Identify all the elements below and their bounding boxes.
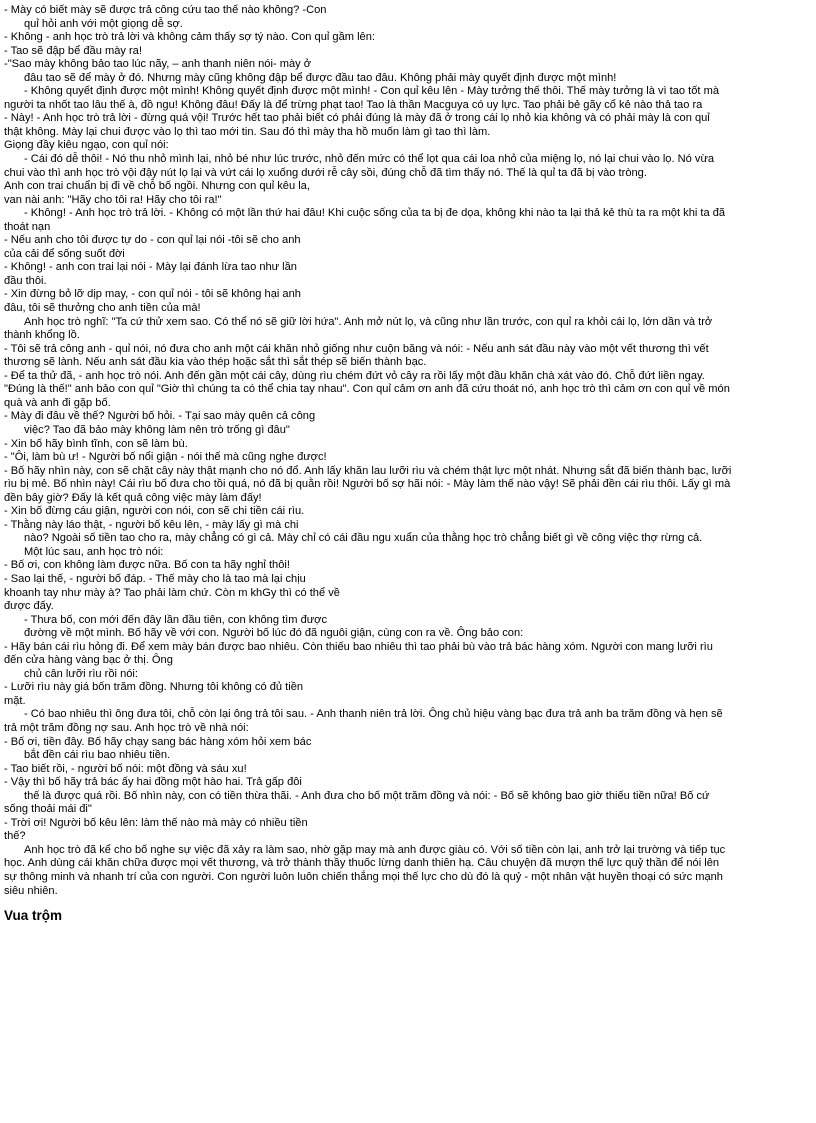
- text-line: chủ cân lưỡi rìu rồi nói:: [24, 667, 138, 680]
- text-line: việc? Tao đã bảo mày không làm nên trò trống gì đâu": [24, 423, 290, 436]
- text-line: rìu bị mẻ. Bố nhìn này! Cái rìu bố đưa cho tồi quá, nó đã bị quằn rồi! Người bố sợ hãi nói: - Mày làm thế nào vậy! Sẽ phải đền cái rìu thôi. Lấy gì mà: [4, 478, 731, 491]
- text-line: nào? Ngoài số tiền tao cho ra, mày chẳng có gì cả. Mày chỉ có cái đầu ngu xuẩn của thằng học trò chẳng biết gì về công việc thợ rừng cả.: [24, 532, 703, 545]
- text-line: - Nếu anh cho tôi được tự do - con quỉ lại nói -tôi sẽ cho anh: [4, 234, 301, 247]
- text-line: thương sẽ lành. Nếu anh sát đầu kia vào thép hoặc sắt thì sắt thép sẽ biến thành bạc.: [4, 356, 427, 369]
- text-line: đâu tao sẽ để mày ở đó. Nhưng mày cũng không đập bể được đầu tao đâu. Không phải mày quyết định được một mình!: [24, 71, 617, 84]
- text-line: mặt.: [4, 694, 26, 707]
- text-line: - Tao biết rồi, - người bố nói: một đồng và sáu xu!: [4, 762, 247, 775]
- text-line: - Không! - anh con trai lại nói - Mày lại đánh lừa tao như lần: [4, 261, 297, 274]
- text-line: - Mày đi đâu về thế? Người bố hỏi. - Tại sao mày quên cả công: [4, 410, 316, 423]
- text-line: - "Ôi, làm bù ư! - Người bố nổi giận - nói thế mà cũng nghe được!: [4, 451, 327, 464]
- section-heading: Vua trộm: [4, 908, 63, 924]
- text-line: - Không! - Anh học trò trả lời. - Không có một lần thứ hai đâu! Khi cuộc sống của ta bị đe dọa, không khi nào ta lại thả kẻ thù ta ra một khi ta đã: [24, 207, 726, 220]
- paragraph-gap: [4, 898, 812, 908]
- text-line: -"Sao mày không bảo tao lúc nãy, – anh thanh niên nói- mày ở: [4, 58, 312, 71]
- text-line: - Sao lại thế, - người bố đáp. - Thế mày cho là tao mà lại chịu: [4, 572, 306, 585]
- text-line: được đấy.: [4, 600, 54, 613]
- text-line: thành khổng lồ.: [4, 329, 80, 342]
- text-line: quà và anh đi gặp bố.: [4, 396, 111, 409]
- text-line: bắt đền cái rìu bao nhiêu tiền.: [24, 749, 171, 762]
- text-line: - Thưa bố, con mới đến đây lần đầu tiên, con không tìm được: [24, 613, 328, 626]
- text-line: - Để ta thử đã, - anh học trò nói. Anh đến gần một cái cây, dùng rìu chém đứt vỏ cây ra rồi lấy một đầu khăn chà xát vào đó. Chỗ đứt liền ngay.: [4, 369, 705, 382]
- text-line: - Mày có biết mày sẽ được trả công cứu tao thế nào không? -Con: [4, 4, 327, 16]
- text-line: - Bố ơi, tiền đây. Bố hãy chạy sang bác hàng xóm hỏi xem bác: [4, 735, 312, 748]
- text-line: đền bây giờ? Đấy là kết quả công việc mày làm đấy!: [4, 491, 262, 504]
- text-line: đường về một mình. Bố hãy về với con. Người bố lúc đó đã nguôi giận, cùng con ra về. Ông bảo con:: [24, 627, 524, 640]
- text-line: - Trời ơi! Người bố kêu lên: làm thế nào mà mày có nhiều tiền: [4, 816, 308, 829]
- text-line: sự thông minh và nhanh trí của con người. Con người luôn luôn chiến thắng mọi thế lực cho dù đó là quỷ - một nhân vật huyền thoại có sức mạnh: [4, 871, 723, 883]
- text-line: Anh học trò nghĩ: "Ta cứ thử xem sao. Có thể nó sẽ giữ lời hứa". Anh mở nút lọ, và cũng như lần trước, con quỉ ra khỏi cái lọ, lớn dần và trở: [24, 315, 713, 328]
- text-line: thật không. Mày lại chui được vào lọ thì tao mới tin. Sau đó thì mày tha hồ muốn làm gì tao thì làm.: [4, 125, 491, 138]
- text-line: "Đúng là thế!" anh bảo con quỉ "Giờ thì chúng ta có thể chia tay nhau". Con quỉ cảm ơn anh đã cứu thoát nó, anh học trò thì cảm ơn con quỉ về món: [4, 383, 730, 396]
- text-line: thế là được quá rồi. Bố nhìn này, con có tiền thừa thãi. - Anh đưa cho bố một trăm đồng và nói: - Bố sẽ không bao giờ thiếu tiền nữa! Bố cứ: [24, 789, 710, 802]
- text-line: thế?: [4, 830, 26, 843]
- text-line: Giọng đầy kiêu ngạo, con quỉ nói:: [4, 139, 169, 152]
- text-line: trả một trăm đồng nợ sau. Anh học trò về nhà nói:: [4, 721, 249, 734]
- text-line: siêu nhiên.: [4, 884, 58, 897]
- text-line: Anh học trò đã kể cho bố nghe sự việc đã xảy ra làm sao, nhờ gặp may mà anh được giàu có. Với số tiền còn lại, anh trở lại trường và tiếp tục: [24, 843, 726, 856]
- text-line: van nài anh: "Hãy cho tôi ra! Hãy cho tôi ra!": [4, 193, 222, 206]
- text-line: - Này! - Anh học trò trả lời - đừng quá vội! Trước hết tao phải biết có phải đúng là mày đã ở trong cái lọ nhỏ kia không và có phải mày là con quỉ: [4, 112, 710, 125]
- text-line: - Tôi sẽ trả công anh - quỉ nói, nó đưa cho anh một cái khăn nhỏ giống như cuộn băng và nói: - Nếu anh sát đầu này vào một vết thương thì vết: [4, 342, 709, 355]
- text-line: sống thoải mái đi": [4, 803, 92, 816]
- text-line: quỉ hỏi anh với một giọng dễ sợ.: [24, 17, 183, 30]
- text-line: - Tao sẽ đập bể đầu mày ra!: [4, 44, 142, 57]
- text-line: thoát nạn: [4, 220, 51, 233]
- text-line: khoanh tay như mày à? Tao phải làm chứ. Còn m khGy thì có thể về: [4, 586, 340, 599]
- text-line: đầu thôi.: [4, 274, 47, 287]
- text-line: đến cửa hàng vàng bạc ở thị. Ông: [4, 654, 173, 667]
- text-line: - Cái đó dễ thôi! - Nó thu nhỏ mình lại, nhỏ bé như lúc trước, nhỏ đến mức có thể lọt qua cái loa nhỏ của miệng lọ, nó lại chui vào lọ. Nó vừa: [24, 153, 715, 166]
- text-line: - Xin đừng bỏ lỡ dịp may, - con quỉ nói - tôi sẽ không hại anh: [4, 288, 301, 301]
- story-text: [4, 4, 812, 898]
- document-page: [4, 4, 812, 924]
- text-line: - Thằng này láo thật, - người bố kêu lên, - mày lấy gì mà chi: [4, 518, 299, 531]
- text-line: - Có bao nhiêu thì ông đưa tôi, chỗ còn lại ông trả tôi sau. - Anh thanh niên trả lời. Ông chủ hiệu vàng bạc đưa trả anh ba trăm đồng và hẹn sẽ: [24, 708, 723, 721]
- text-line: - Xin bố đừng cáu giận, người con nói, con sẽ chi tiền cái rìu.: [4, 505, 305, 518]
- text-line: chui vào thì anh học trò vội đậy nút lọ lại và vứt cái lọ xuống dưới rễ cây sồi, đúng chỗ đã tìm thấy nó. Thế là quỉ ta đã bị vào tròng.: [4, 166, 647, 179]
- text-line: - Vậy thì bố hãy trả bác ấy hai đồng một hào hai. Trả gấp đôi: [4, 776, 302, 789]
- text-line: - Lưỡi rìu này giá bốn trăm đồng. Nhưng tôi không có đủ tiền: [4, 681, 304, 694]
- text-line: người ta nhốt tao lâu thế à, đồ ngu! Không đâu! Đấy là để trừng phạt tao! Tao là thần Macguya có uy lực. Tao phải bẻ gãy cổ kẻ nào thả tao ra: [4, 98, 703, 111]
- text-line: Anh con trai chuẩn bị đi về chỗ bố ngồi. Nhưng con quỉ kêu la,: [4, 180, 310, 193]
- text-line: - Xin bố hãy bình tĩnh, con sẽ làm bù.: [4, 437, 188, 450]
- text-line: - Hãy bán cái rìu hỏng đi. Để xem mày bán được bao nhiêu. Còn thiếu bao nhiêu thì tao phải bù vào trả bác hàng xóm. Người con mang lưỡi rìu: [4, 640, 713, 653]
- text-line: của cải để sống suốt đời: [4, 247, 125, 260]
- text-line: - Không - anh học trò trả lời và không cảm thấy sợ tý nào. Con quỉ gầm lên:: [4, 31, 375, 44]
- text-line: học. Anh dùng cái khăn chữa được mọi vết thương, và trở thành thầy thuốc lừng danh thiên hạ. Câu chuyện đã mượn thế lực quỷ thần để nói lên: [4, 857, 720, 870]
- text-line: - Bố ơi, con không làm được nữa. Bố con ta hãy nghỉ thôi!: [4, 559, 290, 572]
- text-line: Một lúc sau, anh học trò nói:: [24, 545, 164, 558]
- text-line: đâu, tôi sẽ thưởng cho anh tiền của mà!: [4, 302, 201, 315]
- text-line: - Không quyết định được một mình! Không quyết định được một mình! - Con quỉ kêu lên - Mày tưởng thế thôi. Thế mày tưởng là vì tao tốt mà: [24, 85, 719, 98]
- text-line: - Bố hãy nhìn này, con sẽ chặt cây này thật mạnh cho nó đổ. Anh lấy khăn lau lưỡi rìu và chém thật lực một nhát. Nhưng sắt đã biến thành bạc, lưỡi: [4, 464, 732, 477]
